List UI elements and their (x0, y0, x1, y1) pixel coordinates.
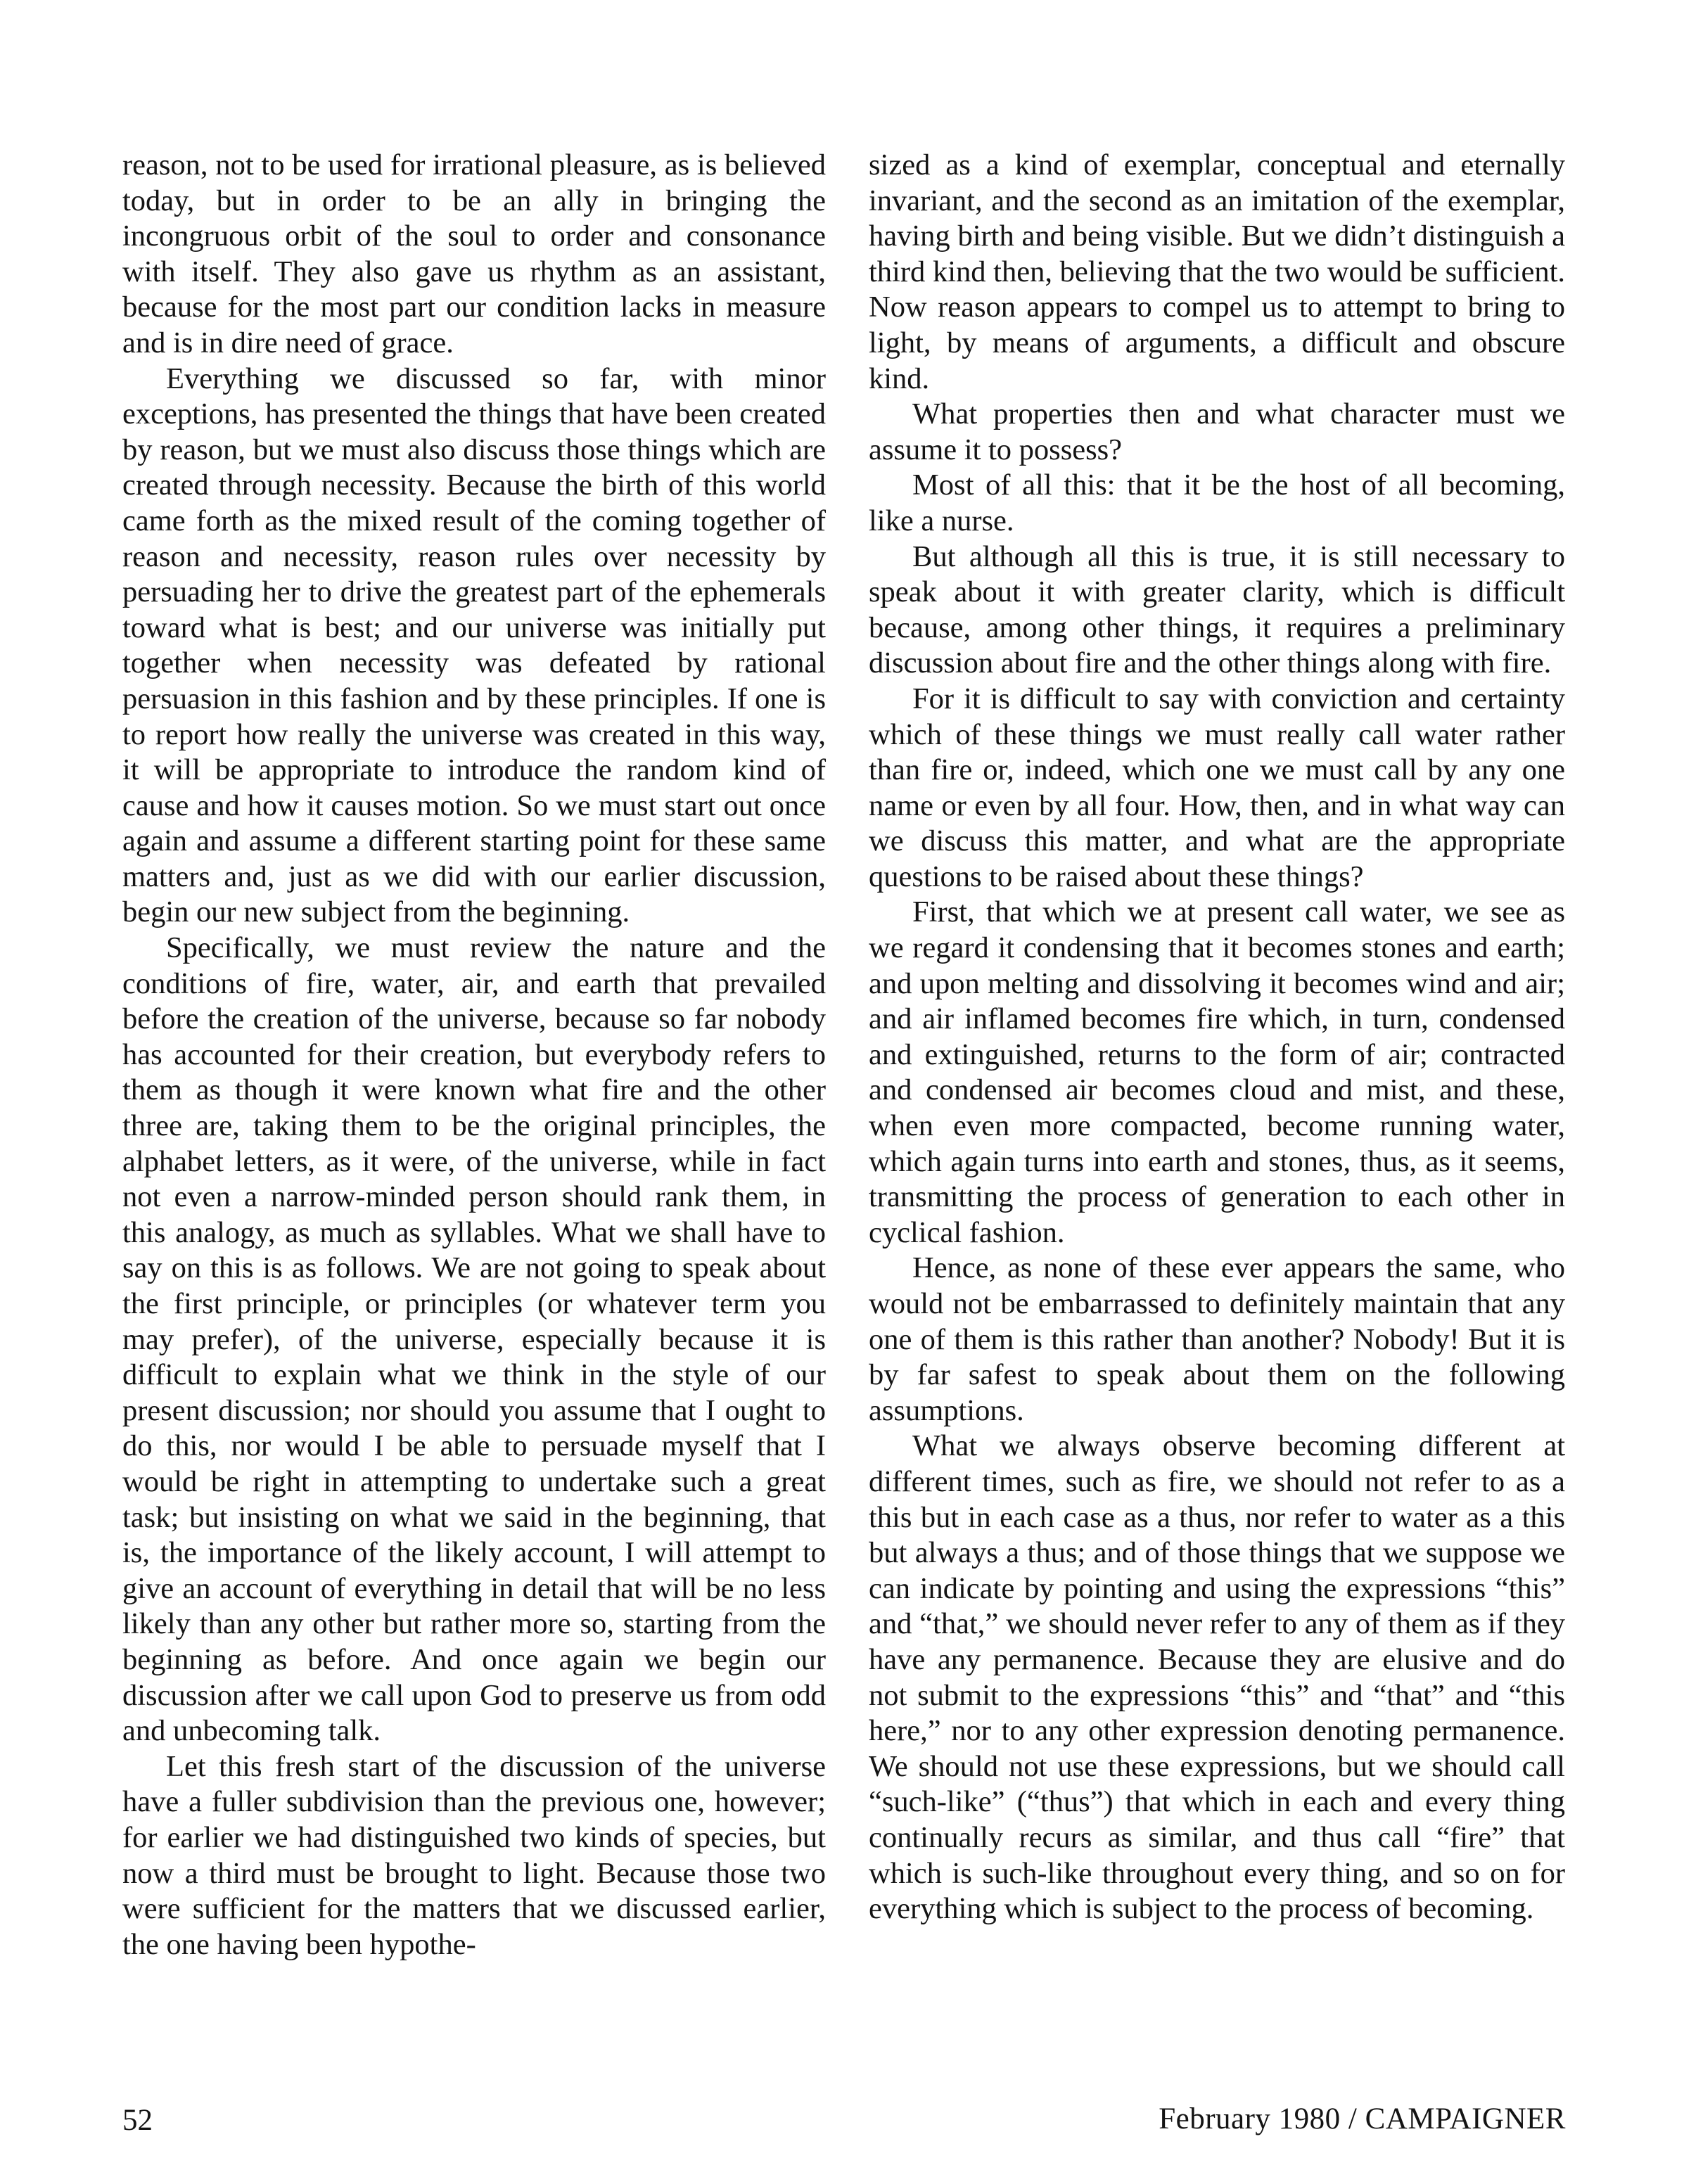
paragraph: For it is difficult to say with conviction and certainty which of these things we must really call water rather than fire or, indeed, which one we must call by any one name or even by all four. How, then, and in what way can we discuss this matter, and what are the appropriate questions to be raised about these things? (869, 682, 1565, 893)
paragraph: Specifically, we must review the nature and the conditions of fire, water, air, and earth that prevailed before the creation of the universe, because so far nobody has accounted for their creation, but everybody refers to them as though it were known what fire and the other three are, taking them to be the original principles, the alphabet letters, as it were, of the universe, while in fact not even a narrow-minded person should rank them, in this analogy, as much as syllables. What we shall have to say on this is as follows. We are not going to speak about the first principle, or principles (or whatever term you may prefer), of the universe, especially because it is difficult to explain what we think in the style of our present discussion; nor should you assume that I ought to do this, nor would I be able to persuade myself that I would be right in attempting to undertake such a great task; but insisting on what we said in the beginning, that is, the importance of the likely account, I will attempt to give an account of everything in detail that will be no less likely than any other but rather more so, starting from the beginning as before. And once again we begin our discussion after we call upon God to preserve us from odd and unbecoming talk. (122, 931, 826, 1748)
paragraph: But although all this is true, it is still necessary to speak about it with greater clarity, which is difficult because, among other things, it requires a preliminary discussion about fire and the other things along with fire. (869, 539, 1565, 680)
paragraph: First, that which we at present call water, we see as we regard it condensing that it becomes stones and earth; and upon melting and dissolving it becomes wind and air; and air inflamed becomes fire which, in turn, condensed and extinguished, returns to the form of air; contracted and condensed air becomes cloud and mist, and these, when even more compacted, become running water, which again turns into earth and stones, thus, as it seems, transmitting the process of generation to each other in cyclical fashion. (869, 895, 1565, 1249)
paragraph: What we always observe becoming different at different times, such as fire, we should not refer to as a this but in each case as a thus, nor refer to water as a this but always a thus; and of those things that we suppose we can indicate by pointing and using the expressions “this” and “that,” we should never refer to any of them as if they have any permanence. Because they are elusive and do not submit to the expressions “this” and “that” and “this here,” nor to any other expression denoting permanence. We should not use these expressions, but we should call “such-like” (“thus”) that which in each and every thing continually recurs as similar, and thus call “fire” that which is such-like throughout every thing, and so on for everything which is subject to the process of becoming. (869, 1429, 1565, 1926)
paragraph: Everything we discussed so far, with minor exceptions, has presented the things that have been created by reason, but we must also discuss those things which are created through necessity. Because the birth of this world came forth as the mixed result of the coming together of reason and necessity, reason rules over necessity by persuading her to drive the greatest part of the ephemerals toward what is best; and our universe was initially put together when necessity was defeated by rational persuasion in this fashion and by these principles. If one is to report how really the universe was created in this way, it will be appropriate to introduce the random kind of cause and how it causes motion. So we must start out once again and assume a different starting point for these same matters and, just as we did with our earlier discussion, begin our new subject from the beginning. (122, 362, 826, 929)
right-text-column (869, 148, 1565, 1927)
page-number: 52 (122, 2104, 153, 2137)
paragraph: Hence, as none of these ever appears the same, who would not be embarrassed to definitely maintain that any one of them is this rather than another? Nobody! But it is by far safest to speak about them on the following assumptions. (869, 1251, 1565, 1427)
paragraph: sized as a kind of exemplar, conceptual and eternally invariant, and the second as an imitation of the exemplar, having birth and being visible. But we didn’t distinguish a third kind then, believing that the two would be sufficient. Now reason appears to compel us to attempt to bring to light, by means of arguments, a difficult and obscure kind. (869, 148, 1565, 395)
paragraph: Let this fresh start of the discussion of the universe have a fuller subdivision than the previous one, however; for earlier we had distinguished two kinds of species, but now a third must be brought to light. Because those two were sufficient for the matters that we discussed earlier, the one having been hypothe- (122, 1749, 826, 1961)
left-text-column (122, 148, 826, 1962)
paragraph: reason, not to be used for irrational pleasure, as is believed today, but in order to be an ally in bringing the incongruous orbit of the soul to order and consonance with itself. They also gave us rhythm as an assistant, because for the most part our condition lacks in measure and is in dire need of grace. (122, 148, 826, 359)
issue-footer: February 1980 / CAMPAIGNER (1159, 2102, 1566, 2135)
paragraph: What properties then and what character must we assume it to possess? (869, 397, 1565, 466)
paragraph: Most of all this: that it be the host of all becoming, like a nurse. (869, 468, 1565, 537)
